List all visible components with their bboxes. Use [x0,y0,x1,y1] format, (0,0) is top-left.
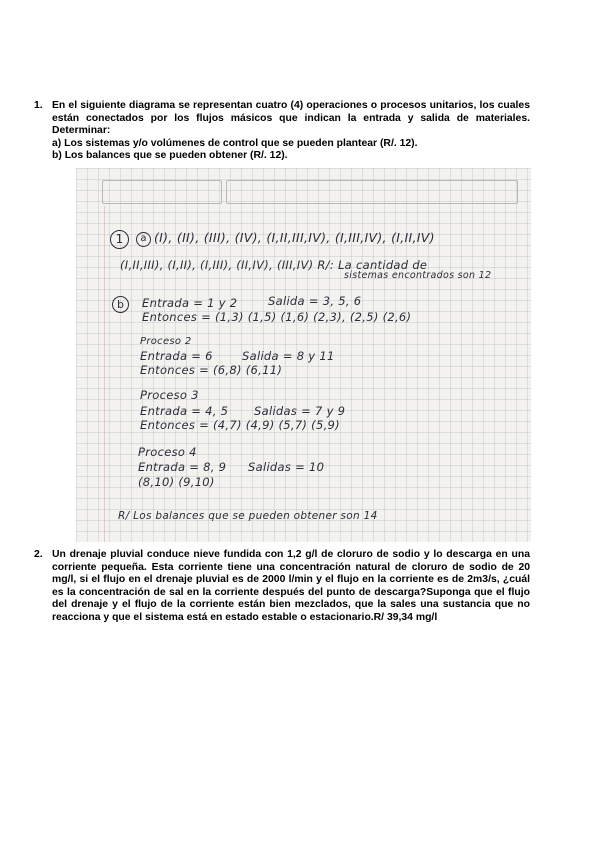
hw-p1-entrada: Entrada = 1 y 2 [142,296,238,310]
hw-p3-title: Proceso 3 [140,388,199,402]
notebook-margin-line [104,206,105,542]
hw-p2-title: Proceso 2 [140,336,192,347]
handwritten-answer-photo [76,168,531,542]
hw-p3-entonces: Entonces = (4,7) (4,9) (5,7) (5,9) [140,418,340,432]
circled-letter-b: b [112,296,129,313]
circled-number-1: 1 [110,230,129,249]
hw-final-answer: R/ Los balances que se pueden obtener son 14 [118,510,378,522]
question-1-part-b: b) Los balances que se pueden obtener (R/. 12). [52,150,288,162]
hw-p3-entrada: Entrada = 4, 5 [140,404,229,418]
hw-p4-entrada: Entrada = 8, 9 [138,460,227,474]
question-1-part-a: a) Los sistemas y/o volúmenes de control que se pueden plantear (R/. 12). [52,137,418,149]
hw-p4-salida: Salidas = 10 [248,460,325,474]
circled-letter-a: a [136,232,151,247]
question-1-text: En el siguiente diagrama se representan cuatro (4) operaciones o procesos unitarios, los cuales están conectados por los flujos másicos que indican la entrada y salida de materiales. Determinar: [52,100,530,137]
hw-p3-salida: Salidas = 7 y 9 [254,404,346,418]
hw-systems-line-2b: sistemas encontrados son 12 [344,270,492,281]
hw-p2-entonces: Entonces = (6,8) (6,11) [140,363,283,377]
hw-p4-entonces: (8,10) (9,10) [138,475,215,489]
hw-p2-salida: Salida = 8 y 11 [242,349,335,363]
notebook-header-box [226,180,518,204]
question-2-text: Un drenaje pluvial conduce nieve fundida con 1,2 g/l de cloruro de sodio y lo descarga en una corriente pequeña. Esta corriente tiene una concentración natural de cloruro de sodio de 20 mg/l, si el flujo en el drenaje pluvial es de 2000 l/min y el flujo en la corriente es de 2m3/s, ¿cuál es la concentración de sal en la corriente después del punto de descarga?Suponga que el flujo del drenaje y el flujo de la corriente están bien mezclados, que la sales una sustancia que no reacciona y que el sistema está en estado estable o estacionario.R/ 39,34 mg/l [52,549,530,623]
notebook-header-box [102,180,222,204]
hw-p1-salida: Salida = 3, 5, 6 [268,294,362,308]
hw-p1-entonces: Entonces = (1,3) (1,5) (1,6) (2,3), (2,5) (2,6) [142,310,412,324]
hw-systems-line-1: (I), (II), (III), (IV), (I,II,III,IV), (I,III,IV), (I,II,IV) [154,230,435,245]
hw-p2-entrada: Entrada = 6 [140,349,213,363]
hw-systems-line-2: (I,II,III), (I,II), (I,III), (II,IV), (III,IV) R/: La cantidad de [120,258,428,272]
hw-p4-title: Proceso 4 [138,445,197,459]
question-1-number: 1. [34,100,43,111]
question-2-number: 2. [34,549,43,560]
